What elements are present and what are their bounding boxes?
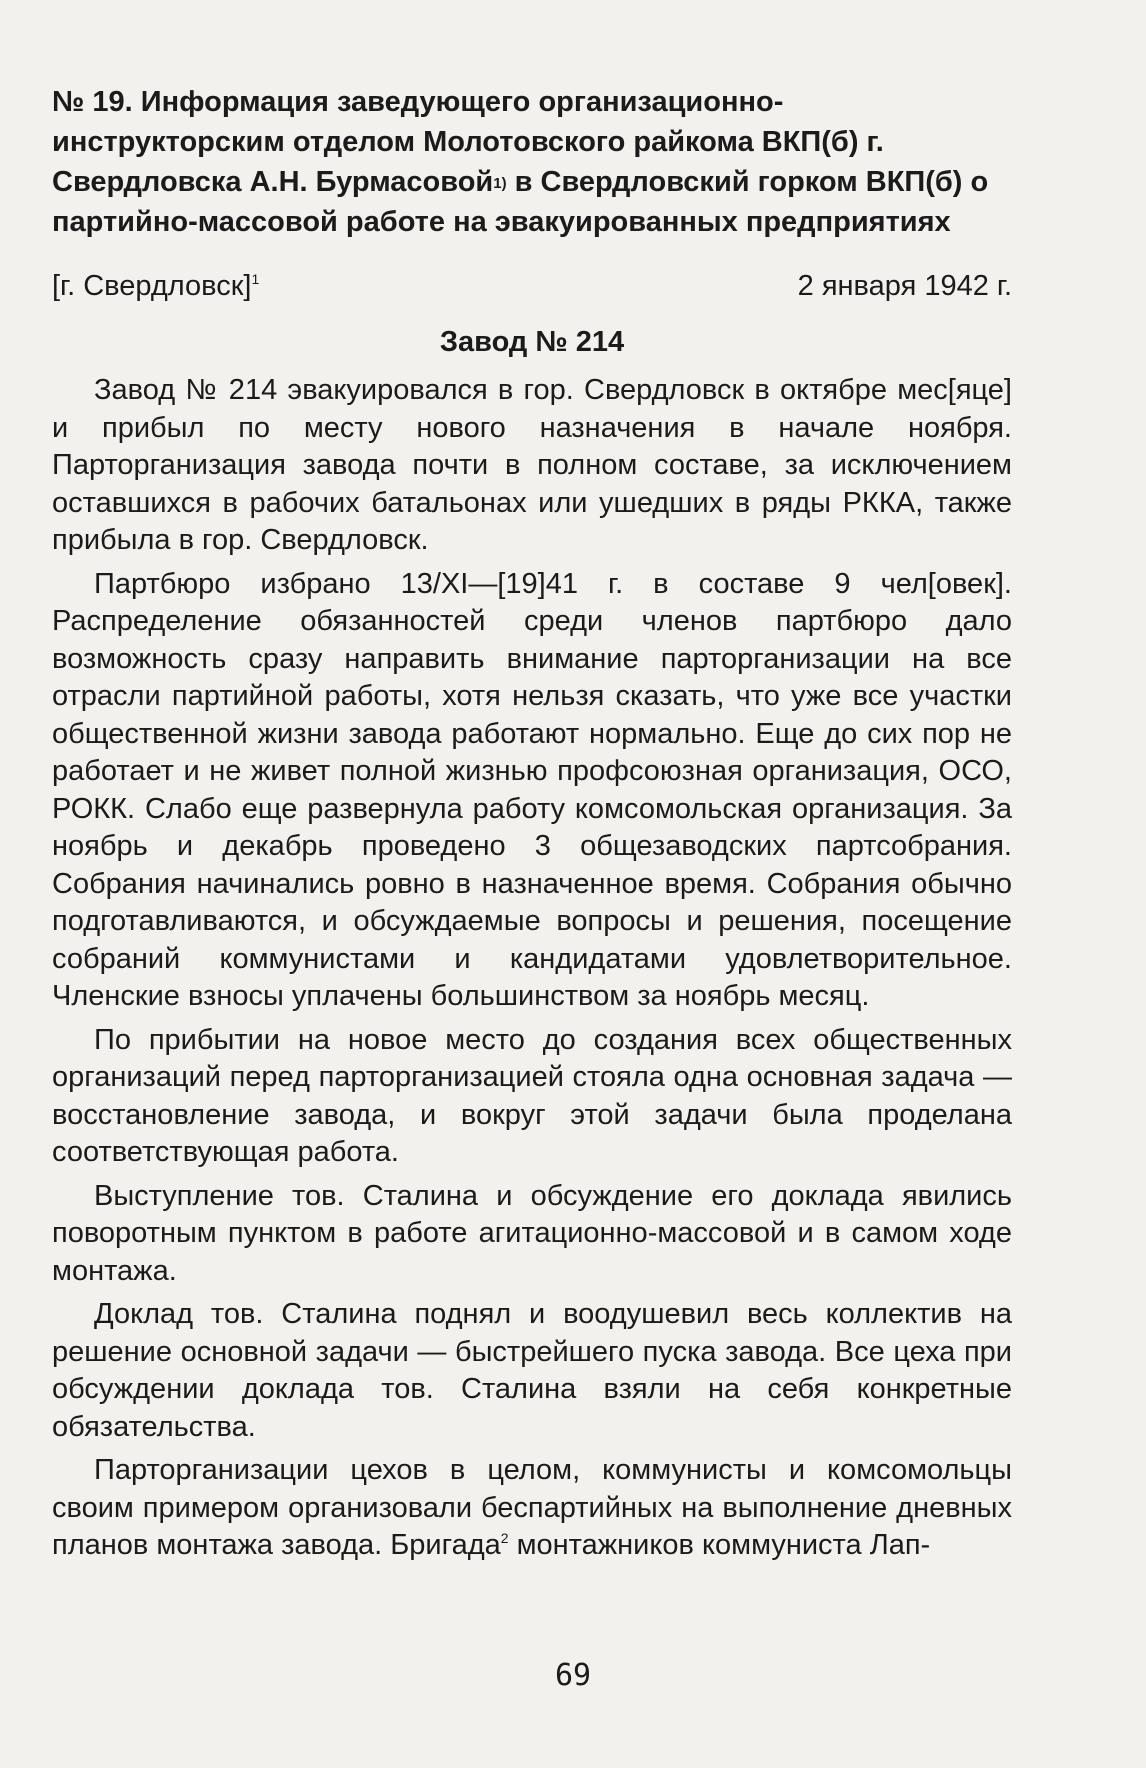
section-heading: Завод № 214	[439, 326, 625, 358]
paragraph-3: По прибытии на новое место до создания всех общественных организаций перед парторганизацией стояла одна основная задача — восстановление завода, и вокруг этой задачи была проделана соответствующая работа.	[52, 1023, 1012, 1168]
paragraph-1: Завод № 214 эвакуировался в гор. Свердловск в октябре мес[яце] и прибыл по месту нового назначения в начале ноября. Парторганизация завода почти в полном составе, за исключением оставшихся в рабочих батальонах или ушедших в ряды РККА, также прибыла в гор. Свердловск.	[52, 374, 1012, 556]
place-text: [г. Свердловск]	[52, 270, 252, 302]
title-text-rest: в Свердловский горком ВКП(б) о партийно-массовой работе на эвакуированных предприятиях	[52, 166, 989, 238]
document-title	[52, 82, 1012, 242]
paragraph-6-text-end: монтажников коммуниста Лап-	[508, 1529, 931, 1561]
paragraph-footnote-marker[interactable]: 2	[500, 1530, 509, 1546]
paragraph-6	[52, 1452, 1012, 1565]
paragraph-6-text: Парторганизации цехов в целом, коммунисты и комсомольцы своим примером организовали беспартийных на выполнение дневных планов монтажа завода. Бригада	[52, 1454, 1012, 1561]
page-content	[52, 82, 1012, 1571]
title-text-main: № 19. Информация заведующего организационно-инструкторским отделом Молотовского райкома ВКП(б) г. Свердловска А.Н. Бурмасовой	[52, 86, 884, 198]
title-footnote-marker[interactable]: 1)	[493, 175, 507, 192]
place-footnote-marker[interactable]: 1	[251, 271, 260, 287]
document-date: 2 января 1942 г.	[797, 270, 1012, 302]
document-place	[52, 266, 259, 306]
paragraph-4: Выступление тов. Сталина и обсуждение его доклада явились поворотным пунктом в работе агитационно-массовой и в самом ходе монтажа.	[52, 1179, 1012, 1287]
paragraph-2: Партбюро избрано 13/XI—[19]41 г. в составе 9 чел[овек]. Распределение обязанностей среди членов партбюро дало возможность сразу направить внимание парторганизации на все отрасли партийной работы, хотя нельзя сказать, что уже все участки общественной жизни завода работают нормально. Еще до сих пор не работает и не живет полной жизнью профсоюзная организация, ОСО, РОКК. Слабо еще развернула работу комсомольская организация. За ноябрь и декабрь проведено 3 общезаводских партсобрания. Собрания начинались ровно в назначенное время. Собрания обычно подготавливаются, и обсуждаемые вопросы и решения, посещение собраний коммунистами и кандидатами удовлетворительное. Членские взносы уплачены большинством за ноябрь месяц.	[52, 567, 1012, 1012]
place-date-line	[52, 266, 1012, 306]
paragraph-5: Доклад тов. Сталина поднял и воодушевил весь коллектив на решение основной задачи — быстрейшего пуска завода. Все цеха при обсуждении доклада тов. Сталина взяли на себя конкретные обязательства.	[52, 1298, 1012, 1443]
page-number: 69	[554, 1658, 592, 1693]
